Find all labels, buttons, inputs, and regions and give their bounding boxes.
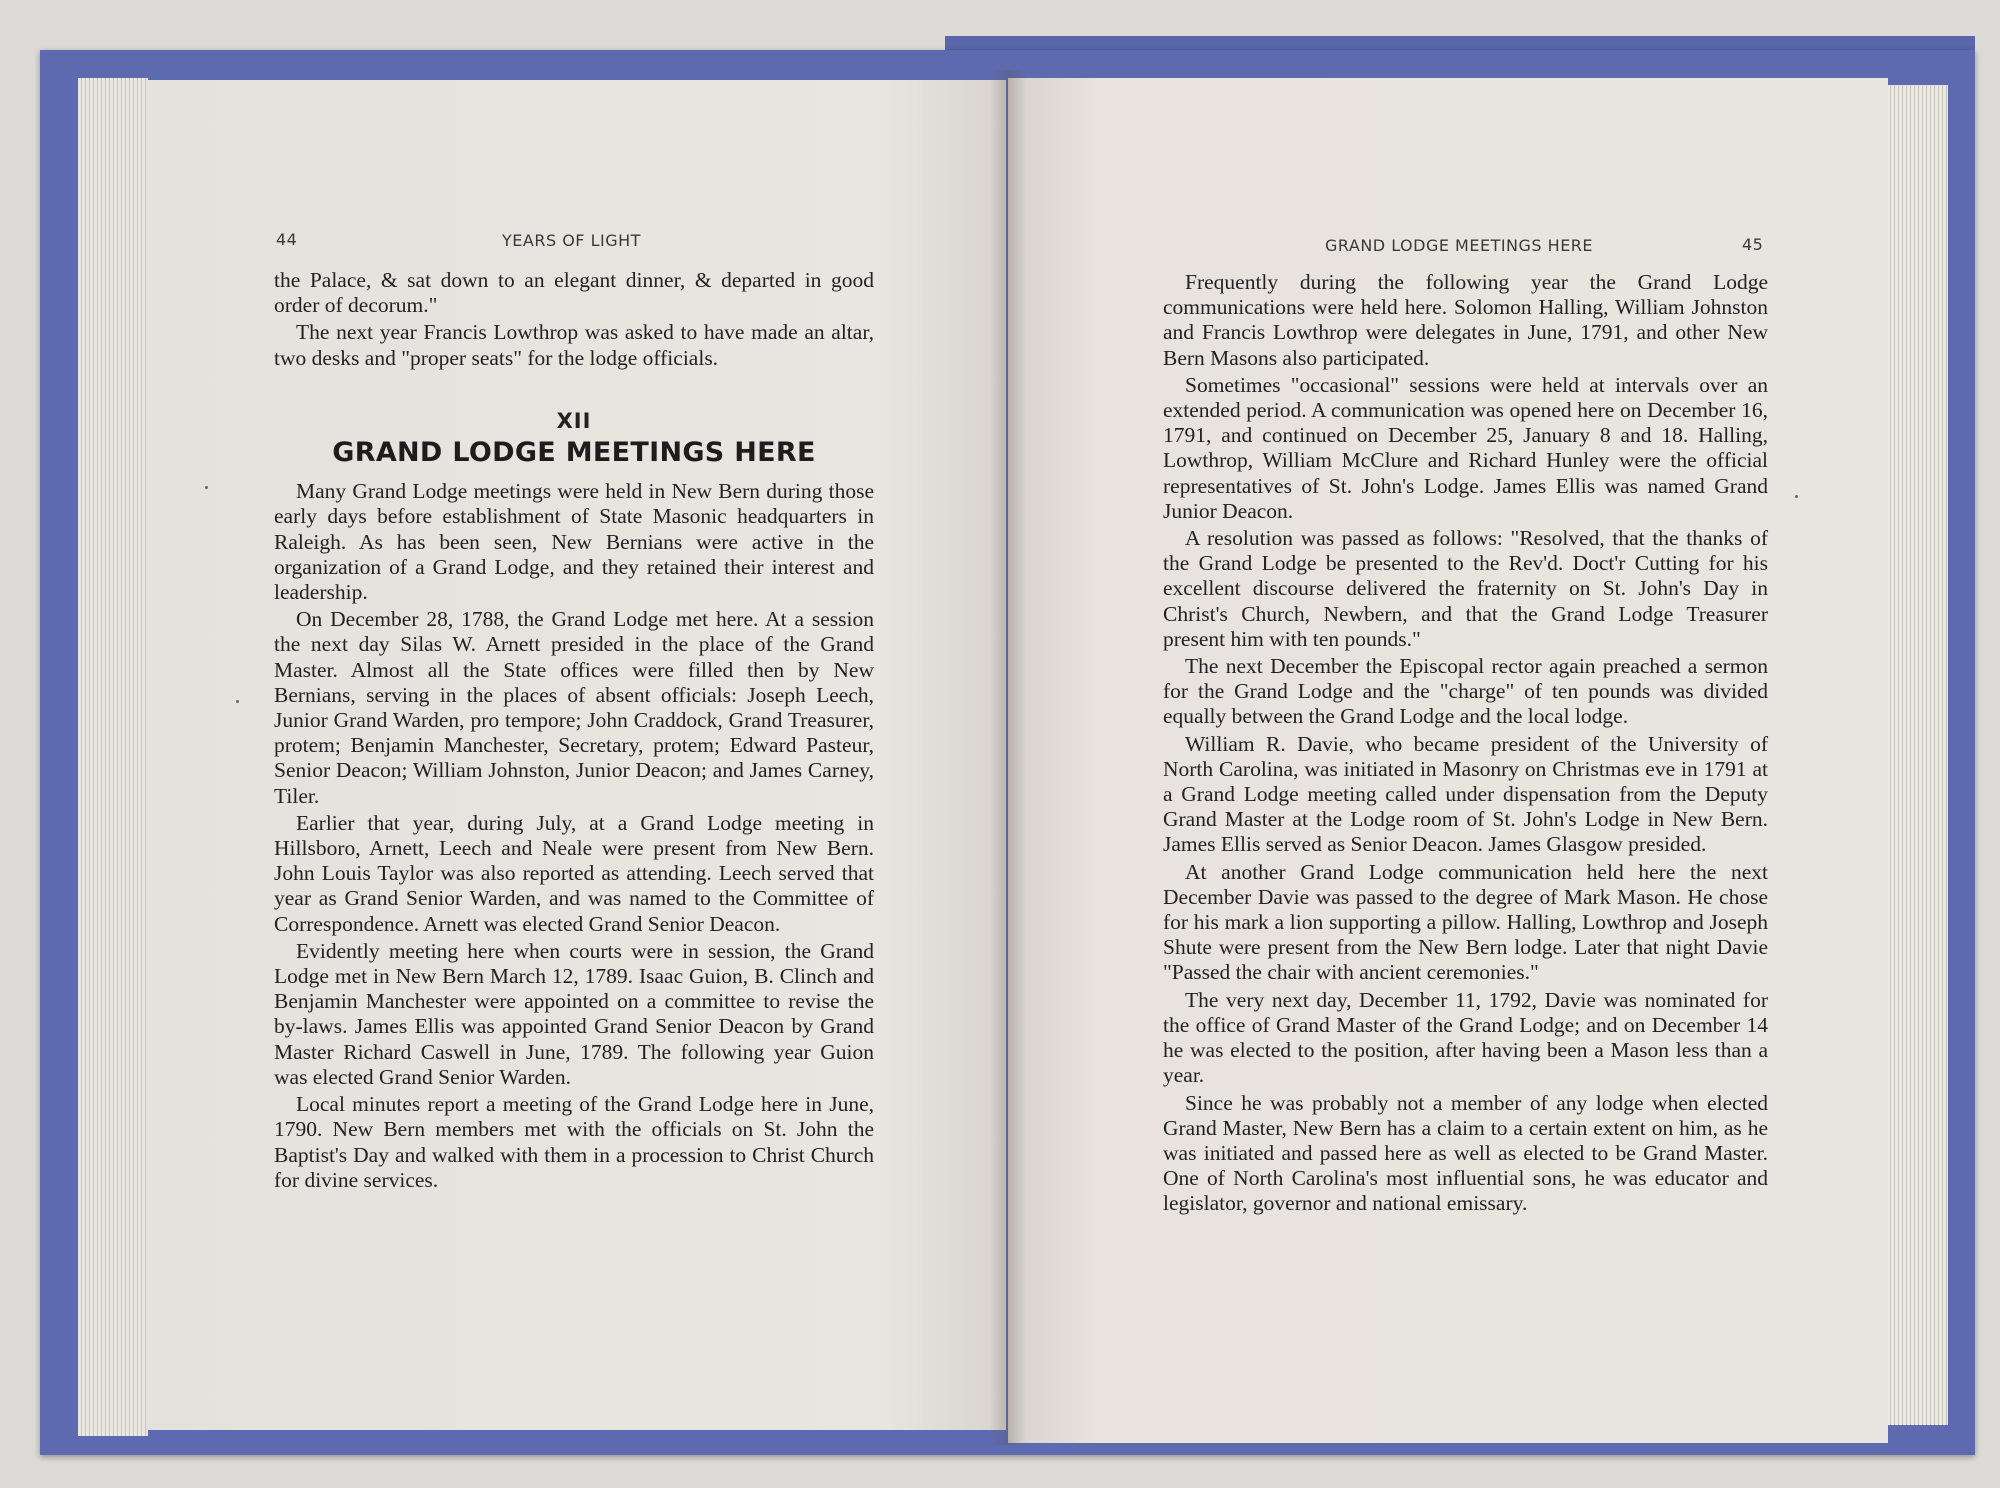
paragraph: At another Grand Lodge communication held here the next December Davie was passed to the degree of Mark Mason. He chose for his mark a lion supporting a pillow. Halling, Lowthrop and Joseph Shute were present from the New Bern lodge. Later that night Davie "Passed the chair with ancient ceremonies.": [1163, 859, 1768, 985]
paragraph: Earlier that year, during July, at a Grand Lodge meeting in Hillsboro, Arnett, Leech and Neale were present from New Bern. John Louis Taylor was also reported as attending. Leech served that year as Grand Senior Warden, and was named to the Committee of Correspondence. Arnett was elected Grand Senior Deacon.: [274, 810, 874, 936]
paragraph: Local minutes report a meeting of the Grand Lodge here in June, 1790. New Bern members met with the officials on St. John the Baptist's Day and walked with them in a procession to Christ Church for divine services.: [274, 1092, 874, 1192]
right-page-edges: [1886, 85, 1948, 1425]
paragraph: A resolution was passed as follows: "Resolved, that the thanks of the Grand Lodge be presented to the Rev'd. Doct'r Cutting for his excellent discourse delivered the fraternity on St. John's Day in Christ's Church, Newbern, and that the Grand Lodge Treasurer present him with ten pounds.": [1163, 526, 1768, 651]
paragraph: The next December the Episcopal rector again preached a sermon for the Grand Lodge and the "charge" of ten pounds was divided equally between the Grand Lodge and the local lodge.: [1163, 654, 1768, 729]
paper-speck: [1795, 495, 1798, 498]
paragraph: the Palace, & sat down to an elegant dinner, & departed in good order of decorum.": [274, 268, 874, 318]
paragraph: Frequently during the following year the Grand Lodge communications were held here. Solomon Halling, William Johnston and Francis Lowthrop were delegates in June, 1791, and other New Bern Masons also participated.: [1163, 270, 1768, 370]
book-gutter: [990, 70, 1026, 1445]
right-page-number: 45: [1742, 235, 1764, 254]
paper-speck: [205, 486, 208, 489]
paragraph: The next year Francis Lowthrop was asked to have made an altar, two desks and "proper seats" for the lodge officials.: [274, 320, 874, 370]
left-running-head: YEARS OF LIGHT: [502, 231, 641, 250]
paragraph: Evidently meeting here when courts were in session, the Grand Lodge met in New Bern March 12, 1789. Isaac Guion, B. Clinch and Benjamin Manchester were appointed on a committee to revise the by-laws. James Ellis was appointed Grand Senior Deacon by Grand Master Richard Caswell in June, 1789. The following year Guion was elected Grand Senior Warden.: [274, 938, 874, 1089]
right-running-head: GRAND LODGE MEETINGS HERE: [1325, 236, 1594, 255]
paragraph: Sometimes "occasional" sessions were held at intervals over an extended period. A communication was opened here on December 16, 1791, and continued on December 25, January 8 and 18. Halling, Lowthrop, William McClure and Richard Hunley were the official representatives of St. John's Lodge. James Ellis was named Grand Junior Deacon.: [1163, 372, 1768, 523]
paragraph: Many Grand Lodge meetings were held in New Bern during those early days before establishment of State Masonic headquarters in Raleigh. As has been seen, New Bernians were active in the organization of a Grand Lodge, and they retained their interest and leadership.: [274, 479, 874, 605]
left-page-text: [274, 268, 874, 1193]
paper-speck: [236, 700, 239, 703]
paragraph: Since he was probably not a member of any lodge when elected Grand Master, New Bern has a claim to a certain extent on him, as he was initiated and passed here as well as elected to be Grand Master. One of North Carolina's most influential sons, he was educator and legislator, governor and national emissary.: [1163, 1090, 1768, 1216]
chapter-title: GRAND LODGE MEETINGS HERE: [332, 437, 816, 469]
chapter-number: XII: [556, 408, 592, 433]
right-page-text: [1163, 270, 1768, 1217]
left-page-edges: [78, 78, 148, 1436]
paragraph: On December 28, 1788, the Grand Lodge met here. At a session the next day Silas W. Arnett presided in the place of the Grand Master. Almost all the State offices were filled then by New Bernians, serving in the places of absent officials: Joseph Leech, Junior Grand Warden, pro tempore; John Craddock, Grand Treasurer, protem; Benjamin Manchester, Secretary, protem; Edward Pasteur, Senior Deacon; William Johnston, Junior Deacon; and James Carney, Tiler.: [274, 607, 874, 808]
paragraph: William R. Davie, who became president of the University of North Carolina, was initiated in Masonry on Christmas eve in 1791 at a Grand Lodge meeting called under dispensation from the Deputy Grand Master at the Lodge room of St. John's Lodge in New Bern. James Ellis served as Senior Deacon. James Glasgow presided.: [1163, 731, 1768, 857]
left-page-number: 44: [276, 230, 298, 249]
paragraph: The very next day, December 11, 1792, Davie was nominated for the office of Grand Master of the Grand Lodge; and on December 14 he was elected to the position, after having been a Mason less than a year.: [1163, 987, 1768, 1088]
